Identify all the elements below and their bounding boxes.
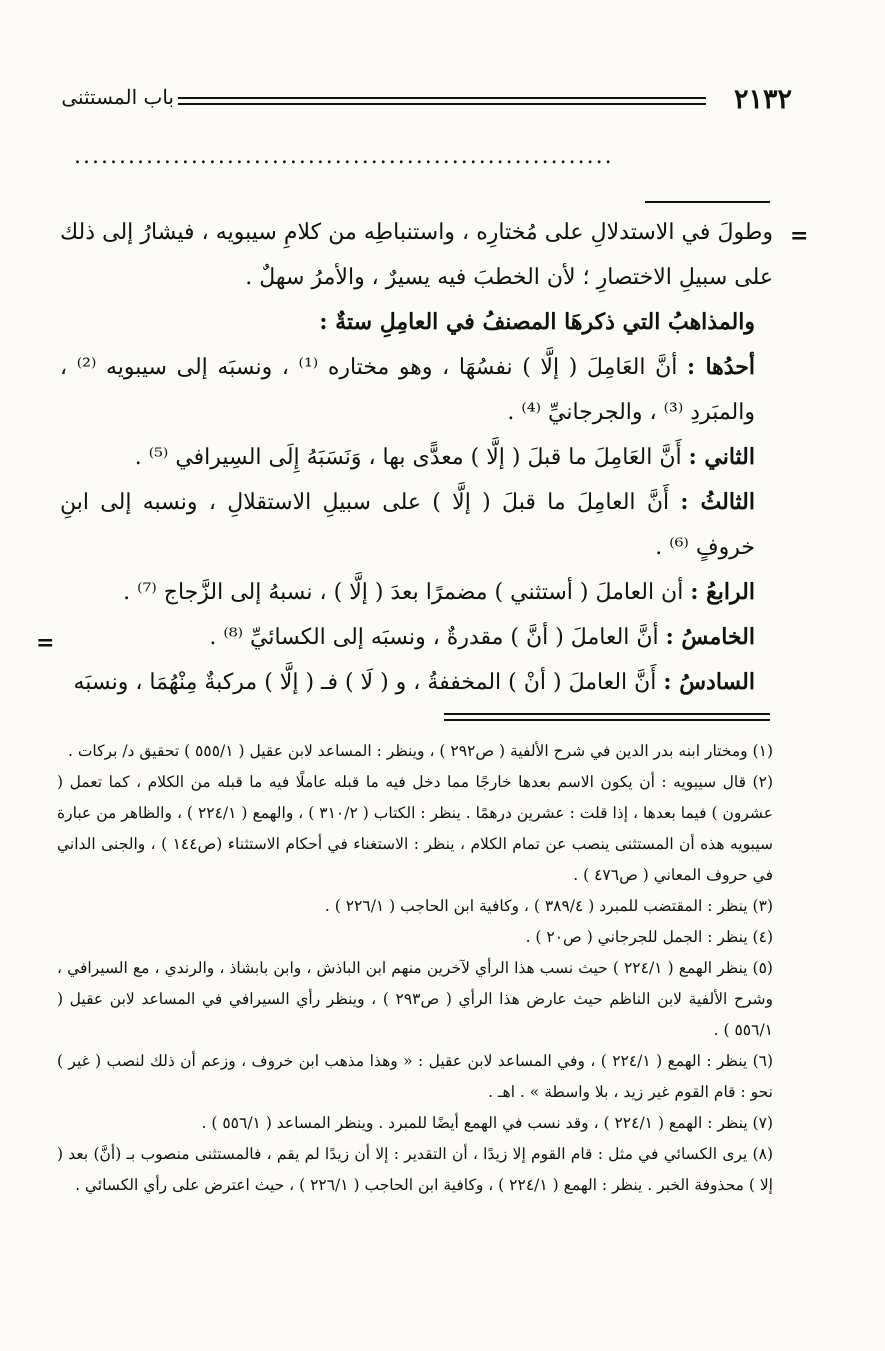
section-rule	[645, 201, 770, 203]
paragraph-first	[60, 345, 773, 435]
paragraph-label: الثاني :	[688, 444, 755, 470]
omission-dots: ............................................................	[74, 144, 614, 169]
paragraph-schools-heading	[60, 300, 773, 345]
footnote-7: (٧) ينظر : الهمع ( ٢٢٤/١ ) ، وقد نسب في الهمع أيضًا للمبرد . وينظر المساعد ( ٥٥٦/١ ) .	[201, 1114, 773, 1132]
footnotes	[57, 736, 773, 1201]
paragraph-label: الثالثُ :	[680, 489, 755, 515]
footnote-rule-top	[444, 713, 770, 715]
paragraph-fourth	[60, 570, 773, 615]
footnote-2: (٢) قال سيبويه : أن يكون الاسم بعدها خارجًا مما دخل فيه ما قبله عاملًا فيه ما قبله من الكلام ، كما تعمل ( عشرون ) فيما بعدها ، إذا قلت : عشرين درهمًا . ينظر : الكتاب ( ٣١٠/٢ ) ، والهمع ( ٢٢٤/١ ) ، والظاهر من عبارة سيبويه هذه أن المستثنى ينصب عن تمام الكلام ، ينظر : الاستغناء في أحكام الاستثناء (ص١٤٤ ) ، والجنى الداني في حروف المعاني ( ص٤٧٦ ) .	[57, 773, 773, 884]
paragraph-label: الخامسُ :	[665, 624, 755, 650]
header-rule-top	[178, 97, 706, 99]
paragraph-text: أَنَّ العامِلَ ما قبلَ ( إلَّا ) على سبيلِ الاستقلالِ ، ونسبه إلى ابنِ خروفٍ ⁽⁶⁾ .	[60, 490, 755, 560]
footnote-4: (٤) ينظر : الجمل للجرجاني ( ص٢٠ ) .	[525, 928, 773, 946]
chapter-title: باب المستثنى	[61, 85, 174, 109]
page-number: ٢١٣٢	[733, 84, 792, 115]
paragraph-text: وطولَ في الاستدلالِ على مُختارِه ، واستنباطِه من كلامِ سيبويه ، فيشارُ إلى ذلك على سبيلِ الاختصارِ ؛ لأن الخطبَ فيه يسيرٌ ، والأمرُ سهلٌ .	[60, 220, 773, 290]
footnote-3: (٣) ينظر : المقتضب للمبرد ( ٣٨٩/٤ ) ، وكافية ابن الحاجب ( ٢٢٦/١ ) .	[324, 897, 773, 915]
paragraph-text: أنَّ العاملَ ( أنَّ ) مقدرةٌ ، ونسبَه إلى الكسائيِّ ⁽⁸⁾ .	[209, 625, 659, 650]
paragraph-text: أنَّ العَامِلَ ( إلَّا ) نفسُهَا ، وهو مختاره ⁽¹⁾ ، ونسبَه إلى سيبويه ⁽²⁾ ، والمبَردِ ⁽³⁾ ، والجرجانيِّ ⁽⁴⁾ .	[60, 355, 755, 425]
continuation-mark: =	[790, 223, 809, 249]
paragraph-label: والمذاهبُ التي ذكرهَا المصنفُ في العامِلِ ستةٌ :	[319, 309, 755, 335]
paragraph-label: أحدُها :	[687, 354, 756, 380]
footnote-rule-bottom	[444, 719, 770, 721]
paragraph-label: الرابعُ :	[690, 579, 755, 605]
paragraph-intro	[60, 210, 773, 300]
paragraph-second	[60, 435, 773, 480]
paragraph-third	[60, 480, 773, 570]
paragraph-text: أَنَّ العاملَ ( أنْ ) المخففةُ ، و ( لَا ) فـ ( إلَّا ) مركبةٌ مِنْهُمَا ، ونسبَه	[73, 670, 657, 695]
main-text	[60, 210, 773, 705]
paragraph-sixth	[60, 660, 773, 705]
trailing-mark: =	[36, 630, 55, 656]
footnote-1: (١) ومختار ابنه بدر الدين في شرح الألفية ( ص٢٩٢ ) ، وينظر : المساعد لابن عقيل ( ٥٥٥/١ ) تحقيق د/ بركات .	[67, 742, 773, 760]
paragraph-text: أَنَّ العَامِلَ ما قبلَ ( إلَّا ) معدًّى بها ، وَنَسَبَهُ إِلَى السِيرافي ⁽⁵⁾ .	[134, 445, 682, 470]
paragraph-label: السادسُ :	[663, 669, 755, 695]
paragraph-fifth	[60, 615, 773, 660]
footnote-8: (٨) يرى الكسائي في مثل : قام القوم إلا زيدًا ، أن التقدير : إلا أن زيدًا لم يقم ، فالمستثنى منصوب بـ (أنَّ) بعد ( إلا ) محذوفة الخبر . ينظر : الهمع ( ٢٢٤/١ ) ، وكافية ابن الحاجب ( ٢٢٦/١ ) ، حيث اعترض على رأي الكسائي .	[57, 1145, 773, 1194]
footnote-5: (٥) ينظر الهمع ( ٢٢٤/١ ) حيث نسب هذا الرأي لآخرين منهم ابن الباذش ، وابن بابشاذ ، والرندي ، مع السيرافي ، وشرح الألفية لابن الناظم حيث عارض هذا الرأي ( ص٢٩٣ ) ، وينظر رأي السيرافي في المساعد لابن عقيل ( ٥٥٦/١ ) .	[57, 959, 774, 1039]
header-rule-bottom	[178, 103, 706, 105]
footnote-6: (٦) ينظر : الهمع ( ٢٢٤/١ ) ، وفي المساعد لابن عقيل : « وهذا مذهب ابن خروف ، وزعم أن ذلك لنصب ( غير ) نحو : قام القوم غير زيد ، بلا واسطة » . اهـ .	[57, 1052, 774, 1101]
paragraph-text: أن العاملَ ( أستثني ) مضمرًا بعدَ ( إلَّا ) ، نسبهُ إلى الزَّجاج ⁽⁷⁾ .	[123, 580, 684, 605]
